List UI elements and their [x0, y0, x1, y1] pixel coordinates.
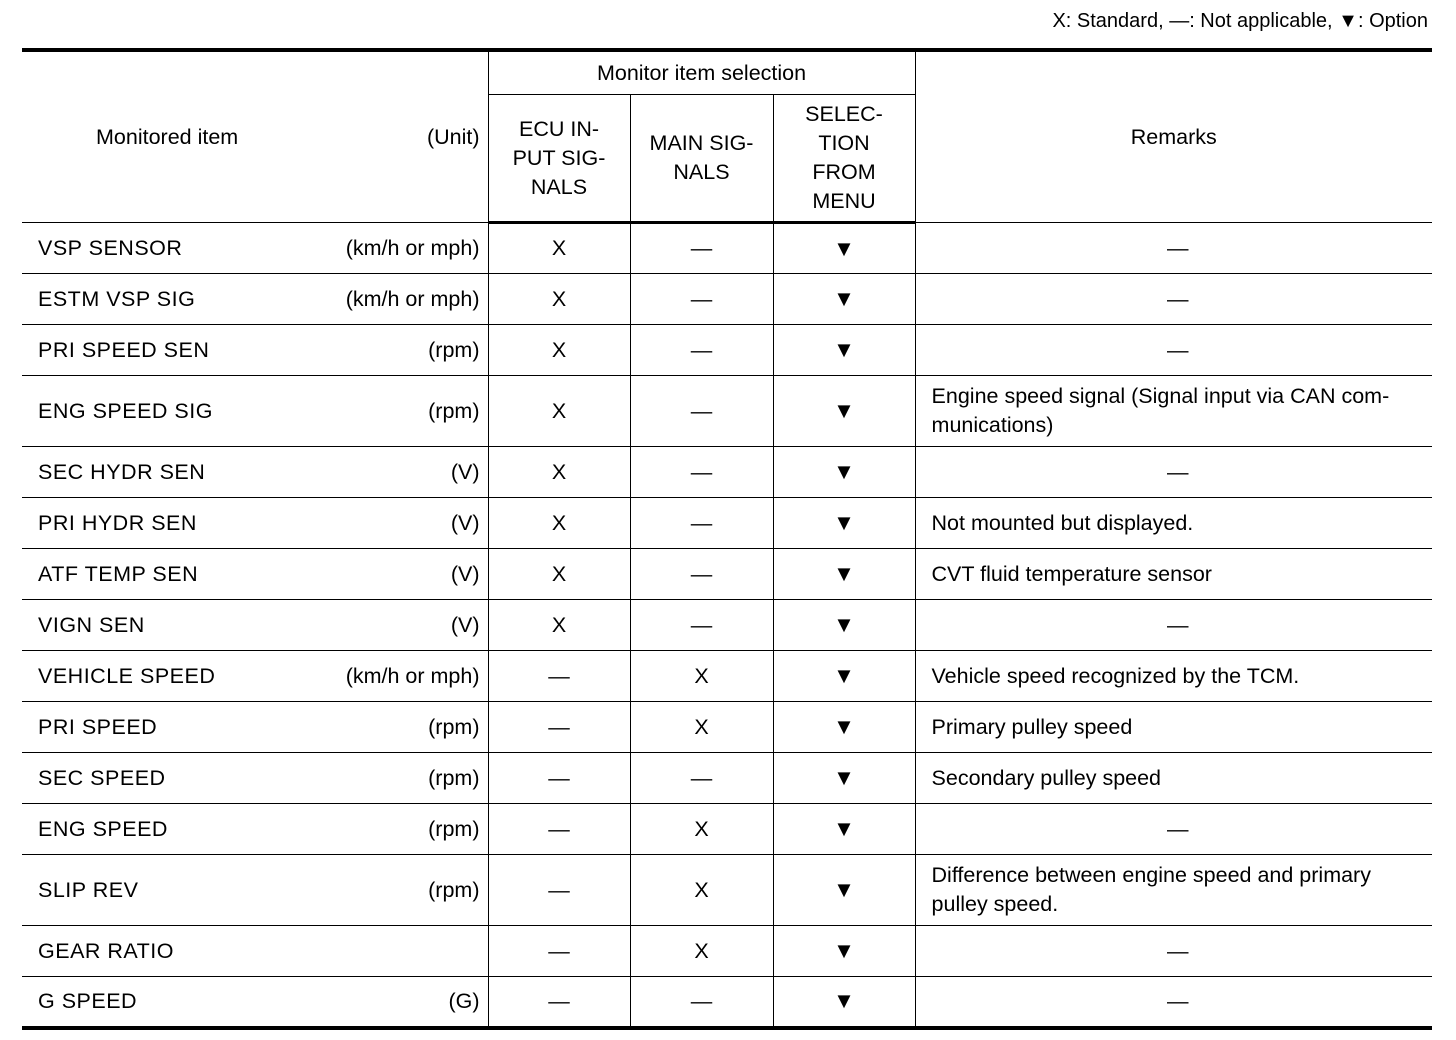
selection-from-menu-header: SELEC- TION FROM MENU	[773, 95, 915, 223]
item-name: GEAR RATIO	[38, 938, 175, 963]
monitored-item-cell	[22, 804, 488, 855]
table-body	[22, 223, 1432, 1028]
item-unit: (rpm)	[428, 398, 480, 423]
table-row	[22, 753, 1432, 804]
remarks-cell: CVT fluid temperature sensor	[915, 549, 1432, 600]
main-signals-cell: X	[630, 855, 773, 926]
table-row	[22, 702, 1432, 753]
main-signals-cell: X	[630, 804, 773, 855]
selection-from-menu-cell: ▼	[773, 804, 915, 855]
item-unit: (V)	[450, 510, 480, 535]
ecu-input-signals-cell: X	[488, 498, 630, 549]
selection-from-menu-cell: ▼	[773, 651, 915, 702]
table-row	[22, 549, 1432, 600]
selection-from-menu-cell: ▼	[773, 600, 915, 651]
table-row	[22, 325, 1432, 376]
monitored-item-label: Monitored item	[96, 124, 239, 149]
main-signals-cell: —	[630, 325, 773, 376]
main-signals-cell: —	[630, 977, 773, 1028]
item-name: VIGN SEN	[38, 612, 145, 637]
item-unit: (km/h or mph)	[345, 286, 480, 311]
monitored-item-cell	[22, 376, 488, 447]
item-name: PRI HYDR SEN	[38, 510, 197, 535]
ecu-input-signals-cell: —	[488, 702, 630, 753]
main-signals-cell: —	[630, 274, 773, 325]
ecu-input-signals-cell: X	[488, 376, 630, 447]
item-unit: (rpm)	[428, 765, 480, 790]
item-unit: (rpm)	[428, 337, 480, 362]
legend: X: Standard, —: Not applicable, ▼: Option	[1052, 10, 1428, 32]
ecu-input-signals-cell: X	[488, 223, 630, 274]
remarks-cell: —	[915, 804, 1432, 855]
ecu-input-signals-cell: X	[488, 549, 630, 600]
remarks-cell: Vehicle speed recognized by the TCM.	[915, 651, 1432, 702]
monitored-item-cell	[22, 498, 488, 549]
monitored-item-cell	[22, 753, 488, 804]
item-name: ATF TEMP SEN	[38, 561, 199, 586]
table-row	[22, 498, 1432, 549]
main-signals-cell: X	[630, 651, 773, 702]
selection-from-menu-cell: ▼	[773, 447, 915, 498]
remarks-cell: Engine speed signal (Signal input via CAN com-munications)	[915, 376, 1432, 447]
remarks-cell: —	[915, 274, 1432, 325]
table-row	[22, 600, 1432, 651]
ecu-input-signals-cell: —	[488, 926, 630, 977]
item-unit: (V)	[450, 561, 480, 586]
remarks-cell: —	[915, 926, 1432, 977]
selection-from-menu-cell: ▼	[773, 977, 915, 1028]
ecu-input-signals-cell: —	[488, 804, 630, 855]
main-signals-cell: —	[630, 753, 773, 804]
ecu-input-signals-cell: X	[488, 325, 630, 376]
item-name: G SPEED	[38, 988, 138, 1013]
monitored-item-cell	[22, 855, 488, 926]
monitor-item-selection-header: Monitor item selection	[488, 50, 915, 95]
item-unit: (rpm)	[428, 714, 480, 739]
monitored-item-cell	[22, 223, 488, 274]
remarks-cell: Primary pulley speed	[915, 702, 1432, 753]
ecu-input-signals-cell: X	[488, 447, 630, 498]
remarks-cell: Difference between engine speed and primary pulley speed.	[915, 855, 1432, 926]
remarks-cell: —	[915, 977, 1432, 1028]
selection-from-menu-cell: ▼	[773, 926, 915, 977]
main-signals-cell: —	[630, 223, 773, 274]
selection-from-menu-cell: ▼	[773, 855, 915, 926]
main-signals-cell: —	[630, 498, 773, 549]
main-signals-cell: X	[630, 702, 773, 753]
item-name: ENG SPEED	[38, 816, 168, 841]
selection-from-menu-cell: ▼	[773, 702, 915, 753]
remarks-cell: —	[915, 447, 1432, 498]
selection-from-menu-cell: ▼	[773, 549, 915, 600]
item-name: PRI SPEED SEN	[38, 337, 210, 362]
item-unit: (V)	[450, 459, 480, 484]
item-unit: (km/h or mph)	[345, 663, 480, 688]
monitored-item-cell	[22, 702, 488, 753]
main-signals-cell: —	[630, 600, 773, 651]
remarks-cell: —	[915, 325, 1432, 376]
item-name: SEC HYDR SEN	[38, 459, 206, 484]
table-row	[22, 926, 1432, 977]
item-unit: (V)	[450, 612, 480, 637]
remarks-cell: —	[915, 223, 1432, 274]
item-name: SLIP REV	[38, 877, 139, 902]
item-name: ENG SPEED SIG	[38, 398, 213, 423]
ecu-input-signals-cell: —	[488, 855, 630, 926]
remarks-cell: Not mounted but displayed.	[915, 498, 1432, 549]
remarks-header: Remarks	[915, 50, 1432, 223]
item-name: VSP SENSOR	[38, 235, 183, 260]
item-name: VEHICLE SPEED	[38, 663, 216, 688]
item-unit: (km/h or mph)	[345, 235, 480, 260]
monitored-item-header	[22, 50, 488, 223]
item-name: ESTM VSP SIG	[38, 286, 196, 311]
main-signals-cell: —	[630, 376, 773, 447]
table-row	[22, 804, 1432, 855]
item-name: SEC SPEED	[38, 765, 166, 790]
item-unit: (rpm)	[428, 877, 480, 902]
table-row	[22, 855, 1432, 926]
monitor-items-table	[22, 48, 1432, 1030]
monitored-item-cell	[22, 447, 488, 498]
item-unit: (rpm)	[428, 816, 480, 841]
selection-from-menu-cell: ▼	[773, 223, 915, 274]
selection-from-menu-cell: ▼	[773, 753, 915, 804]
remarks-cell: Secondary pulley speed	[915, 753, 1432, 804]
ecu-input-signals-header: ECU IN- PUT SIG- NALS	[488, 95, 630, 223]
ecu-input-signals-cell: —	[488, 977, 630, 1028]
main-signals-cell: —	[630, 549, 773, 600]
table-row	[22, 977, 1432, 1028]
monitored-item-cell	[22, 549, 488, 600]
main-signals-cell: —	[630, 447, 773, 498]
main-signals-cell: X	[630, 926, 773, 977]
monitored-item-cell	[22, 977, 488, 1028]
table-row	[22, 447, 1432, 498]
item-unit: (G)	[448, 988, 480, 1013]
ecu-input-signals-cell: —	[488, 651, 630, 702]
monitored-item-cell	[22, 274, 488, 325]
ecu-input-signals-cell: X	[488, 600, 630, 651]
monitored-item-cell	[22, 600, 488, 651]
selection-from-menu-cell: ▼	[773, 376, 915, 447]
monitored-item-cell	[22, 926, 488, 977]
table-row	[22, 274, 1432, 325]
ecu-input-signals-cell: —	[488, 753, 630, 804]
monitored-item-cell	[22, 325, 488, 376]
remarks-cell: —	[915, 600, 1432, 651]
selection-from-menu-cell: ▼	[773, 274, 915, 325]
item-name: PRI SPEED	[38, 714, 158, 739]
selection-from-menu-cell: ▼	[773, 325, 915, 376]
main-signals-header: MAIN SIG- NALS	[630, 95, 773, 223]
selection-from-menu-cell: ▼	[773, 498, 915, 549]
table-row	[22, 376, 1432, 447]
table-row	[22, 223, 1432, 274]
table-row	[22, 651, 1432, 702]
ecu-input-signals-cell: X	[488, 274, 630, 325]
monitored-item-cell	[22, 651, 488, 702]
unit-label: (Unit)	[426, 124, 480, 149]
